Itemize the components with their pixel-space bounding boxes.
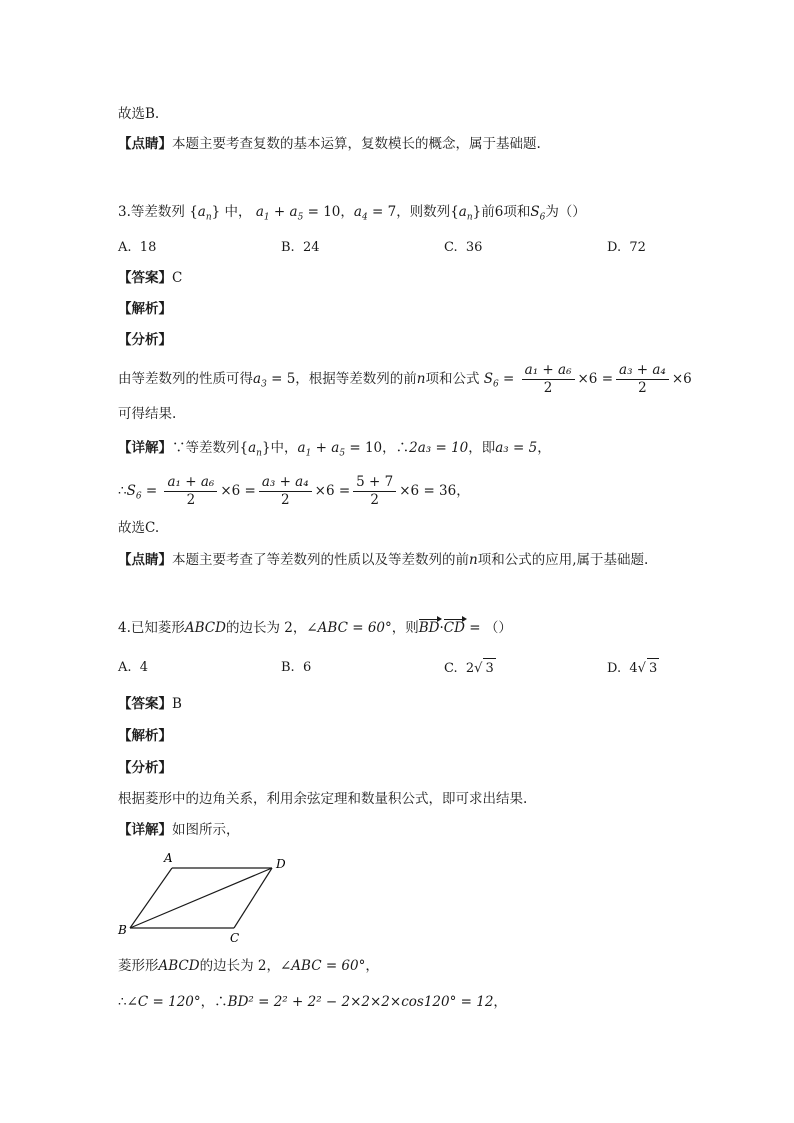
q4-fenxi-text: 根据菱形中的边角关系，利用余弦定理和数量积公式，即可求出结果. — [118, 791, 528, 807]
label-c: C — [230, 931, 240, 945]
q4-detail: 【详解】如图所示， — [118, 822, 240, 838]
q4-option-d: D. 4√ 3 — [607, 658, 659, 679]
q4-option-b: B. 6 — [281, 660, 312, 675]
q4-stem: 4.已知菱形ABCD的边长为 2，∠ABC = 60°，则BD·CD = （） — [118, 620, 512, 636]
q3-stem-text: 前6项和 — [481, 204, 531, 220]
prev-answer-line: 故选B. — [118, 106, 160, 122]
q3-seq: $\{a_n\}$ — [189, 204, 221, 223]
q4-fenxi-label: 【分析】 — [118, 760, 172, 776]
q3-option-a: A. 18 — [118, 240, 157, 255]
q3-stem-text: ，则数列 — [396, 204, 451, 220]
q3-stem: 3.等差数列 $\{a_n\}$ 中， $a_1 + a_5 = 10$，$a_4 = 7$，则数列$\{a_n\}$前6项和$S_6$为（） — [118, 204, 586, 223]
prev-comment — [118, 134, 541, 154]
q3-answer-line: 故选C. — [118, 520, 160, 536]
q4-option-c: C. 2√ 3 — [444, 658, 496, 679]
q3-cond2: $a_4 = 7$ — [353, 204, 397, 223]
q3-stem-text: 中， — [224, 204, 252, 220]
vector-cd: CD — [443, 620, 465, 636]
q3-fenxi-end: 可得结果. — [118, 406, 177, 422]
q3-jiexi-label: 【解析】 — [118, 301, 172, 317]
q3-stem-text: 为（） — [545, 204, 586, 220]
q3-option-b: B. 24 — [281, 240, 320, 255]
q4-line3: ∴∠C = 120°，∴BD² = 2² + 2² − 2×2×2×cos120° = 12， — [118, 994, 507, 1010]
rhombus-diagram — [112, 848, 302, 948]
q3-stem-text: 等差数列 — [130, 204, 185, 220]
q3-fenxi-line: 由等差数列的性质可得$a_3 = 5$，根据等差数列的前n项和公式 $S_6$ = $\frac{\text{a₁ + a₆}}{2}$ ×6 = $\frac{\text{a₃ + a₄}}{2}$ ×6 — [118, 362, 692, 396]
q3-comment: 【点睛】本题主要考查了等差数列的性质以及等差数列的前n项和公式的应用,属于基础题. — [118, 552, 649, 568]
q3-option-c: C. 36 — [444, 240, 483, 255]
comment-label: 【点睛】 — [118, 136, 172, 152]
q4-answer: 【答案】B — [118, 696, 182, 712]
vector-bd: BD — [418, 620, 440, 636]
comment-text: 本题主要考查复数的基本运算，复数模长的概念，属于基础题. — [172, 136, 541, 152]
edge-cd — [234, 868, 272, 928]
q3-s6: $S_6$ — [530, 204, 546, 223]
q3-number: 3. — [118, 204, 131, 220]
q3-detail-calc: $\therefore S_6$ = $\frac{\text{a₁ + a₆}}{2}$ ×6 = $\frac{\text{a₃ + a₄}}{2}$ ×6 = $\frac{5 + 7}{2}$ ×6 = 36， — [118, 474, 470, 508]
q3-cond1: $a_1 + a_5 = 10$ — [255, 204, 341, 223]
q3-detail-line1: 【详解】∵等差数列$\{a_n\}$中，$a_1 + a_5 = 10$，∴2a₃ = 10，即a₃ = 5， — [118, 440, 551, 459]
label-b: B — [118, 923, 127, 937]
q3-fenxi-label: 【分析】 — [118, 332, 172, 348]
q4-line2: 菱形形ABCD的边长为 2，∠ABC = 60°， — [118, 958, 379, 974]
q4-option-a: A. 4 — [118, 660, 149, 675]
label-a: A — [164, 851, 173, 865]
q3-option-d: D. 72 — [607, 240, 646, 255]
q4-jiexi-label: 【解析】 — [118, 728, 172, 744]
label-d: D — [276, 857, 286, 871]
q3-seq2: $\{a_n\}$ — [450, 204, 482, 223]
q3-answer: 【答案】C — [118, 270, 183, 286]
